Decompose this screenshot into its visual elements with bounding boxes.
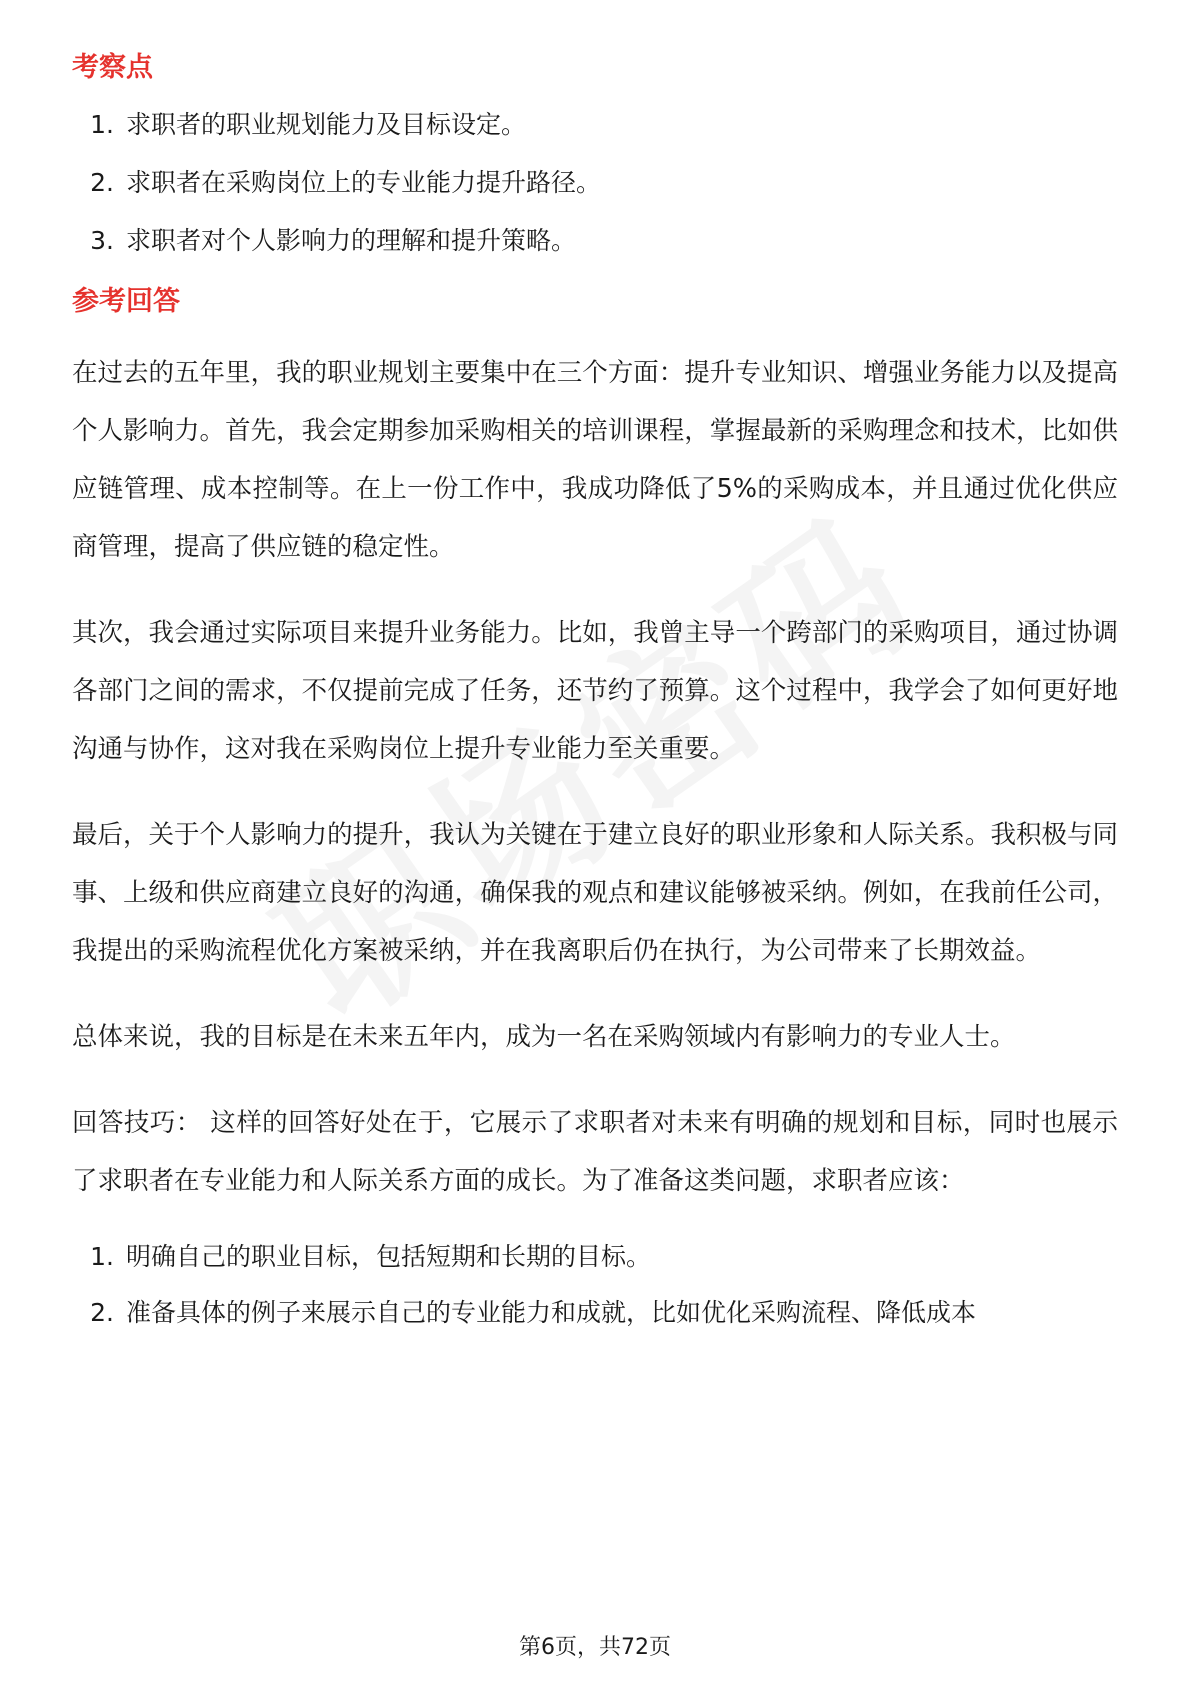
answer-paragraph-2: 其次，我会通过实际项目来提升业务能力。比如，我曾主导一个跨部门的采购项目，通过协调各部门之间的需求，不仅提前完成了任务，还节约了预算。这个过程中，我学会了如何更好地沟通与协作，这对我在采购岗位上提升专业能力至关重要。: [72, 618, 1118, 764]
list-item: [72, 106, 1118, 144]
list-number: 1.: [90, 110, 114, 139]
answer-paragraph-4: 总体来说，我的目标是在未来五年内，成为一名在采购领域内有影响力的专业人士。: [72, 1022, 1016, 1052]
list-item: [72, 1238, 1118, 1276]
list-text: 求职者的职业规划能力及目标设定。: [126, 110, 527, 139]
list-number: 2.: [90, 168, 114, 197]
list-number: 3.: [90, 226, 114, 255]
answer-paragraph-3: 最后，关于个人影响力的提升，我认为关键在于建立良好的职业形象和人际关系。我积极与同事、上级和供应商建立良好的沟通，确保我的观点和建议能够被采纳。例如，在我前任公司，我提出的采购流程优化方案被采纳，并在我离职后仍在执行，为公司带来了长期效益。: [72, 820, 1118, 966]
list-text: 准备具体的例子来展示自己的专业能力和成就，比如优化采购流程、降低成本: [126, 1298, 977, 1327]
list-item: [72, 164, 1118, 202]
content: [72, 48, 1118, 1350]
section-title-points: 考察点: [72, 52, 153, 83]
answer-tips-paragraph: 回答技巧： 这样的回答好处在于，它展示了求职者对未来有明确的规划和目标，同时也展示了求职者在专业能力和人际关系方面的成长。为了准备这类问题，求职者应该：: [72, 1108, 1118, 1196]
list-number: 1.: [90, 1242, 114, 1271]
list-item: [72, 222, 1118, 260]
tips-list: [72, 1238, 1118, 1332]
list-text: 求职者在采购岗位上的专业能力提升路径。: [126, 168, 602, 197]
section-title-answer: 参考回答: [72, 286, 180, 317]
points-list: [72, 106, 1118, 260]
page-footer: 第6页，共72页: [519, 1635, 671, 1660]
list-text: 求职者对个人影响力的理解和提升策略。: [126, 226, 577, 255]
answer-paragraph-1: 在过去的五年里，我的职业规划主要集中在三个方面：提升专业知识、增强业务能力以及提高个人影响力。首先，我会定期参加采购相关的培训课程，掌握最新的采购理念和技术，比如供应链管理、成本控制等。在上一份工作中，我成功降低了5%的采购成本，并且通过优化供应商管理，提高了供应链的稳定性。: [72, 358, 1118, 562]
list-item: [72, 1294, 1118, 1332]
list-number: 2.: [90, 1298, 114, 1327]
list-text: 明确自己的职业目标，包括短期和长期的目标。: [126, 1242, 652, 1271]
